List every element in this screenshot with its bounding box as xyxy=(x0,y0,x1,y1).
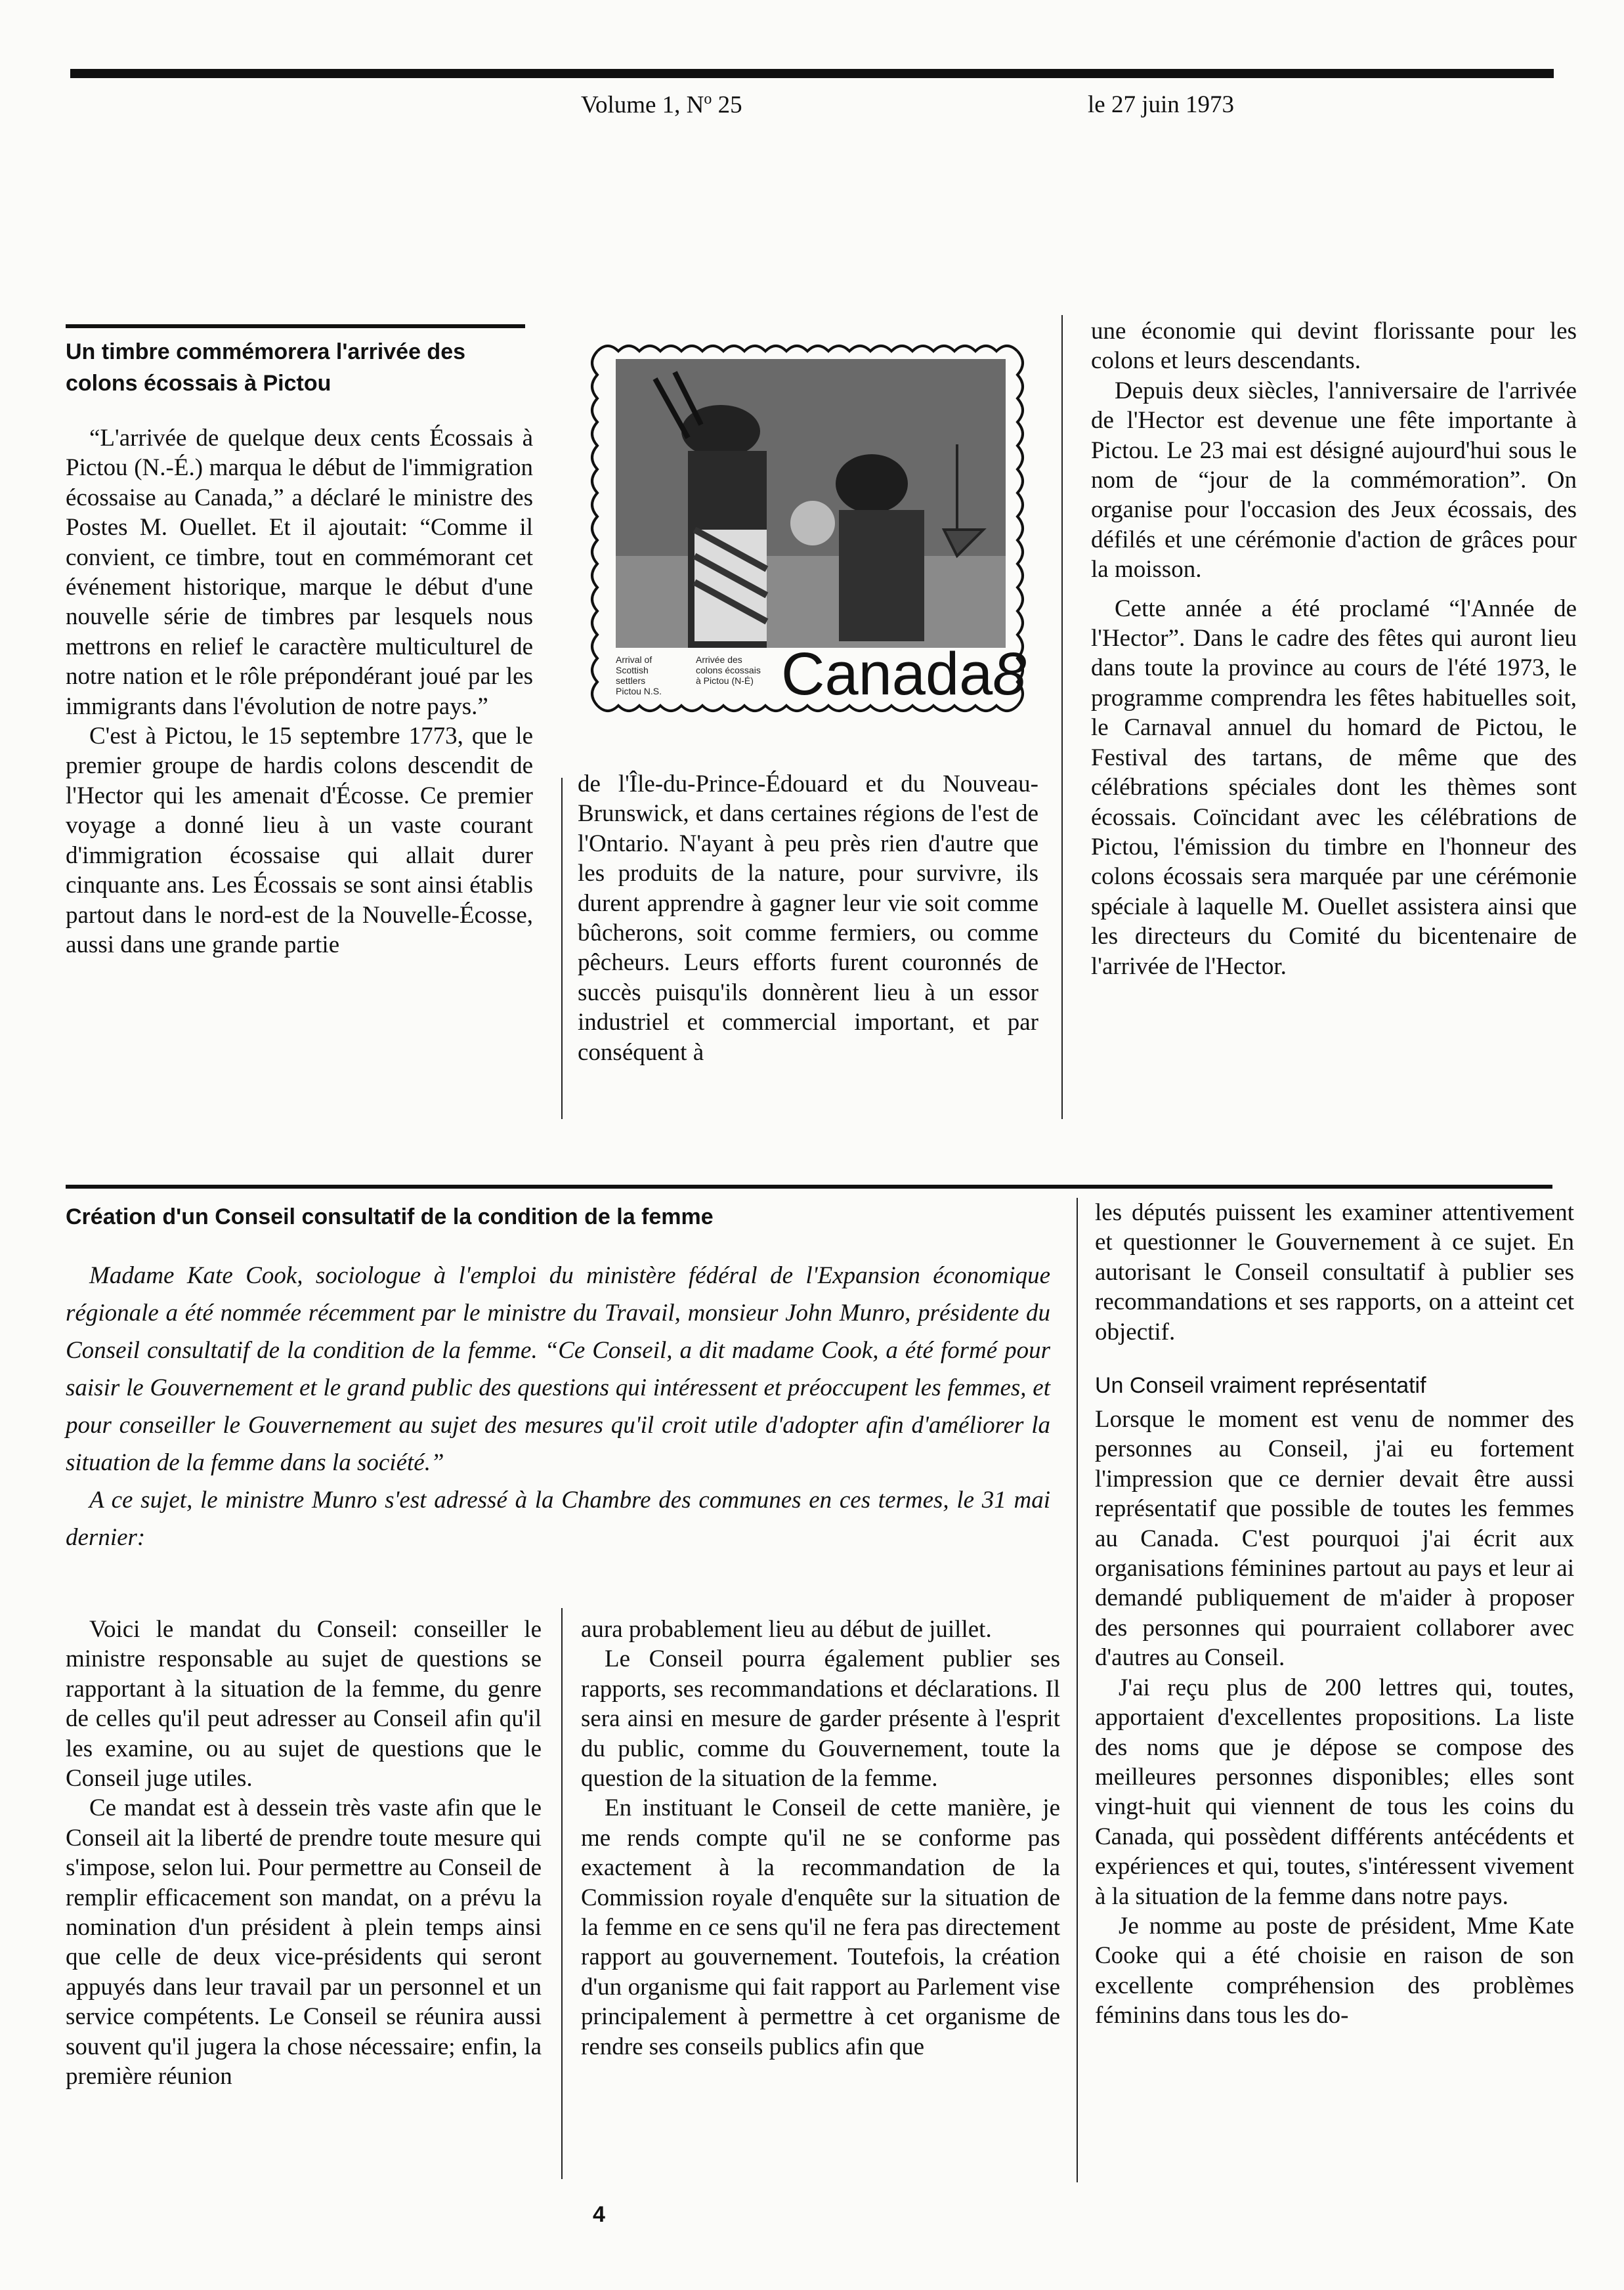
stamp-caption-en: Arrival of Scottish settlers Pictou N.S. xyxy=(616,654,662,696)
issue-date: le 27 juin 1973 xyxy=(1088,91,1235,118)
article2-paragraph: J'ai reçu plus de 200 lettres qui, toutes, apportaient d'excellentes propositions. La liste des noms que je dépose se compose des meilleures personnes disponibles; elles sont vingt-huit qui viennent de tous les coins du Canada, qui possèdent différents antécédents et expériences et qui, toutes, s'intéressent vivement à la situation de la femme dans notre pays. xyxy=(1095,1674,1574,1910)
top-rule xyxy=(70,69,1554,78)
article2-intro xyxy=(66,1257,1050,1556)
stamp-image-bagpiper xyxy=(616,359,1006,648)
article2-column-3 xyxy=(1095,1198,1574,2031)
article1-paragraph: une économie qui devint florissante pour les colons et leurs descendants. xyxy=(1091,318,1577,375)
stamp-caption-fr: Arrivée des colons écossais à Pictou (N-É) xyxy=(696,654,761,686)
article2-column-1 xyxy=(66,1615,542,2092)
column-divider xyxy=(561,778,563,1119)
column-divider xyxy=(561,1608,563,2179)
article2-column-2 xyxy=(581,1615,1060,2062)
column-divider xyxy=(1077,1198,1078,2182)
article2-headline: Création d'un Conseil consultatif de la condition de la femme xyxy=(66,1204,714,1229)
article1-headline: Un timbre commémorera l'arrivée des colons écossais à Pictou xyxy=(66,339,466,396)
article1-column-3 xyxy=(1091,316,1577,981)
stamp-artwork xyxy=(616,359,1006,648)
article1-rule xyxy=(66,324,525,328)
article1-paragraph: C'est à Pictou, le 15 septembre 1773, que le premier groupe de hardis colons descendit de l'Hector qui les amenait d'Écosse. Ce premier voyage a donné lieu à un vaste courant d'immigration écossaise qui allait durer cinquante ans. Les Écossais se sont ainsi établis partout dans le nord-est de la Nouvelle-Écosse, aussi dans une grande partie xyxy=(66,723,533,958)
article1-paragraph: “L'arrivée de quelque deux cents Écossais à Pictou (N.-É.) marqua le début de l'immigration écossaise au Canada,” a déclaré le ministre des Postes M. Ouellet. Et il ajoutait: “Comme il convient, ce timbre, tout en commémorant cet événement historique, marque le début d'une nouvelle série de timbres par lesquels nous mettrons en relief le caractère multiculturel de notre nation et le rôle prépondérant joué par les immigrants dans l'évolution de notre pays.” xyxy=(66,425,533,720)
article2-paragraph: Ce mandat est à dessein très vaste afin que le Conseil ait la liberté de prendre toute mesure qui s'impose, selon lui. Pour permettre au Conseil de remplir efficacement son mandat, on a prévu la nomination d'un président à plein temps ainsi que celle de deux vice-présidents qui seront appuyés dans leur travail par un personnel et un service compétents. Le Conseil se réunira aussi souvent qu'il jugera la chose nécessaire; enfin, la première réunion xyxy=(66,1794,542,2090)
stamp-illustration xyxy=(584,331,1037,729)
article2-paragraph: Le Conseil pourra également publier ses rapports, ses recommandations et déclarations. Il sera ainsi en mesure de garder présente à l'esprit du public, comme du Gouvernement, toute la question de la situation de la femme. xyxy=(581,1645,1060,1792)
page-number: 4 xyxy=(593,2202,605,2227)
article2-paragraph: aura probablement lieu au début de juillet. xyxy=(581,1616,992,1643)
article2-rule xyxy=(66,1185,1552,1189)
article1-paragraph: Cette année a été proclamé “l'Année de l'Hector”. Dans le cadre des fêtes qui auront lieu dans toute la province au cours de l'été 1973, le programme comprendra les fêtes habituelles soit, le Carnaval annuel du homard de Pictou, le Festival des tartans, de même que des célébrations spéciales dont les thèmes sont écossais. Coïncidant avec les célébrations de Pictou, l'émission du timbre en l'honneur des colons écossais sera marquée par une cérémonie spéciale à laquelle M. Ouellet assistera ainsi que les directeurs du Comité du bicentenaire de l'arrivée de l'Hector. xyxy=(1091,595,1577,980)
article2-subhead: Un Conseil vraiment représentatif xyxy=(1095,1373,1426,1399)
article1-paragraph: de l'Île-du-Prince-Édouard et du Nouveau-Brunswick, et dans certaines régions de l'est de l'Ontario. N'ayant à peu près rien d'autre que les produits de la nature, pour survivre, ils durent apprendre à gagner leur vie soit comme bûcherons, soit comme fermiers, ou comme pêcheurs. Leurs efforts furent couronnés de succès puisqu'ils donnèrent lieu à un essor industriel et commercial important, et par conséquent à xyxy=(578,771,1038,1066)
article1-column-1 xyxy=(66,423,533,960)
column-divider xyxy=(1061,315,1063,1119)
article2-paragraph: Lorsque le moment est venu de nommer des personnes au Conseil, j'ai eu fortement l'impression que ce dernier devait être aussi représentatif que possible de toutes les femmes au Canada. C'est pourquoi j'ai écrit aux organisations féminines partout au pays et leur ai demandé publiquement de m'aider à proposer des personnes qui pourraient collaborer avec d'autres au Conseil. xyxy=(1095,1406,1574,1672)
article2-paragraph: les députés puissent les examiner attentivement et questionner le Gouvernement à ce sujet. En autorisant le Conseil consultatif à publier ses recommandations et ses rapports, on a atteint cet objectif. xyxy=(1095,1199,1574,1346)
article1-paragraph: Depuis deux siècles, l'anniversaire de l'arrivée de l'Hector est devenue une fête importante à Pictou. Le 23 mai est désigné aujourd'hui sous le nom de “jour de la commémoration”. On organise pour l'occasion des Jeux écossais, des défilés et une cérémonie d'action de grâces pour la moisson. xyxy=(1091,377,1577,583)
issue-volume: Volume 1, $N^o$ 25 xyxy=(581,91,742,119)
article2-intro-paragraph: A ce sujet, le ministre Munro s'est adressé à la Chambre des communes en ces termes, le 31 mai dernier: xyxy=(66,1487,1050,1551)
article1-column-2 xyxy=(578,769,1038,1067)
article2-paragraph: En instituant le Conseil de cette manière, je me rends compte qu'il ne se conforme pas exactement à la recommandation de la Commission royale d'enquête sur la situation de la femme en ce sens qu'il ne fera pas directement rapport au gouvernement. Toutefois, la création d'un organisme qui fait rapport au Parlement vise principalement à permettre à cet organisme de rendre ses conseils publics afin que xyxy=(581,1794,1060,2060)
article2-intro-paragraph: Madame Kate Cook, sociologue à l'emploi du ministère fédéral de l'Expansion économique régionale a été nommée récemment par le ministre du Travail, monsieur John Munro, présidente du Conseil consultatif de la condition de la femme. “Ce Conseil, a dit madame Cook, a été formé pour saisir le Gouvernement et le grand public des questions qui intéressent et préoccupent les femmes, et pour conseiller le Gouvernement au sujet des mesures qu'il croit utile d'adopter afin d'améliorer la situation de la femme dans la société.” xyxy=(66,1262,1050,1476)
article2-paragraph: Voici le mandat du Conseil: conseiller le ministre responsable au sujet de questions se rapportant à la situation de la femme, du genre de celles qu'il peut adresser au Conseil afin qu'il les examine, ou au sujet de questions que le Conseil juge utiles. xyxy=(66,1616,542,1792)
stamp-country: Canada8 xyxy=(781,641,1027,708)
article2-paragraph: Je nomme au poste de président, Mme Kate Cooke qui a été choisie en raison de son excellente compréhension des problèmes féminins dans tous les do- xyxy=(1095,1912,1574,2029)
